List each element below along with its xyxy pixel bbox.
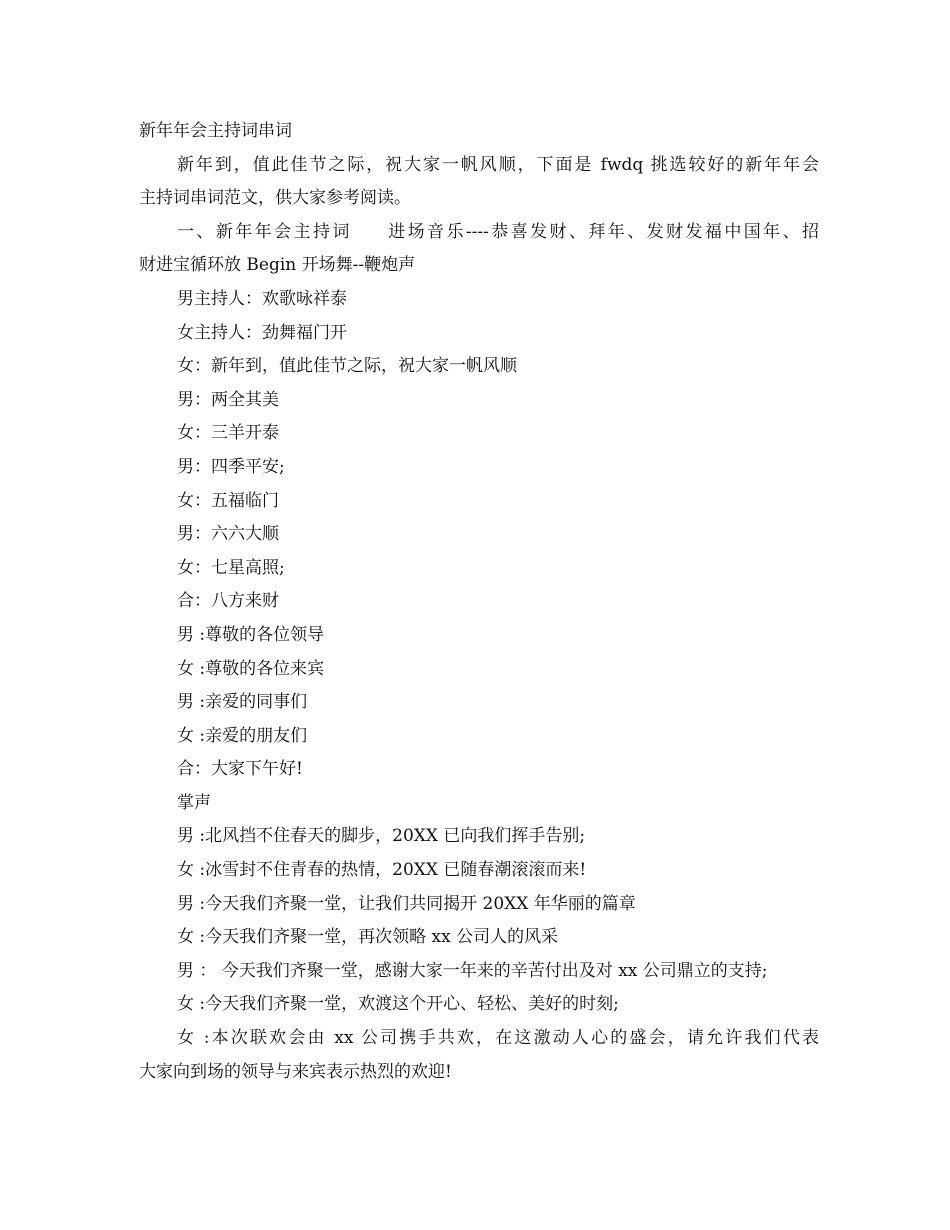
script-line: 女 :冰雪封不住青春的热情，20XX 已随春潮滚滚而来! <box>177 860 587 881</box>
script-line: 女 :今天我们齐聚一堂，欢渡这个开心、轻松、美好的时刻; <box>177 994 619 1015</box>
document-title: 新年年会主持词串词 <box>139 121 292 141</box>
script-line: 男 :今天我们齐聚一堂，让我们共同揭开 20XX 年华丽的篇章 <box>177 893 636 914</box>
script-line: 女：七星高照; <box>177 557 285 578</box>
script-line: 合：八方来财 <box>177 591 279 612</box>
closing-line-1: 女 :本次联欢会由 xx 公司携手共欢，在这激动人心的盛会，请允许我们代表 <box>177 1028 819 1049</box>
script-line: 男：四季平安; <box>177 456 285 477</box>
script-line: 掌声 <box>177 792 211 813</box>
script-line: 男：两全其美 <box>177 389 279 410</box>
script-line: 女 :尊敬的各位来宾 <box>177 658 325 679</box>
section1-text: 进场音乐----恭喜发财、拜年、发财发福中国年、招 <box>385 221 819 242</box>
section1-line-1 <box>139 216 819 250</box>
script-line: 女 :亲爱的朋友们 <box>177 725 308 746</box>
script-line: 女主持人：劲舞福门开 <box>177 322 347 343</box>
closing-line-2: 大家向到场的领导与来宾表示热烈的欢迎! <box>139 1061 452 1082</box>
script-line: 女：五福临门 <box>177 490 279 511</box>
script-line: 男 :尊敬的各位领导 <box>177 624 325 645</box>
script-line: 男 :北风挡不住春天的脚步，20XX 已向我们挥手告别; <box>177 826 586 847</box>
document-body <box>139 115 819 1089</box>
section1-heading: 一、新年年会主持词 <box>177 221 352 242</box>
script-line: 男主持人：欢歌咏祥泰 <box>177 288 347 309</box>
script-line: 女：新年到，值此佳节之际，祝大家一帆风顺 <box>177 356 517 377</box>
script-line: 男：六六大顺 <box>177 524 279 545</box>
script-line: 男 :亲爱的同事们 <box>177 692 308 713</box>
script-line: 女 :今天我们齐聚一堂，再次领略 xx 公司人的风采 <box>177 927 559 948</box>
intro-line-2: 主持词串词范文，供大家参考阅读。 <box>139 188 411 209</box>
script-line: 男 ： 今天我们齐聚一堂，感谢大家一年来的辛苦付出及对 xx 公司鼎立的支持; <box>177 960 768 981</box>
script-line: 女：三羊开泰 <box>177 423 279 444</box>
section1-line-2: 财进宝循环放 Begin 开场舞--鞭炮声 <box>139 255 416 276</box>
intro-line-1: 新年到，值此佳节之际，祝大家一帆风顺，下面是 fwdq 挑选较好的新年年会 <box>177 154 819 175</box>
script-line: 合：大家下午好! <box>177 759 303 780</box>
